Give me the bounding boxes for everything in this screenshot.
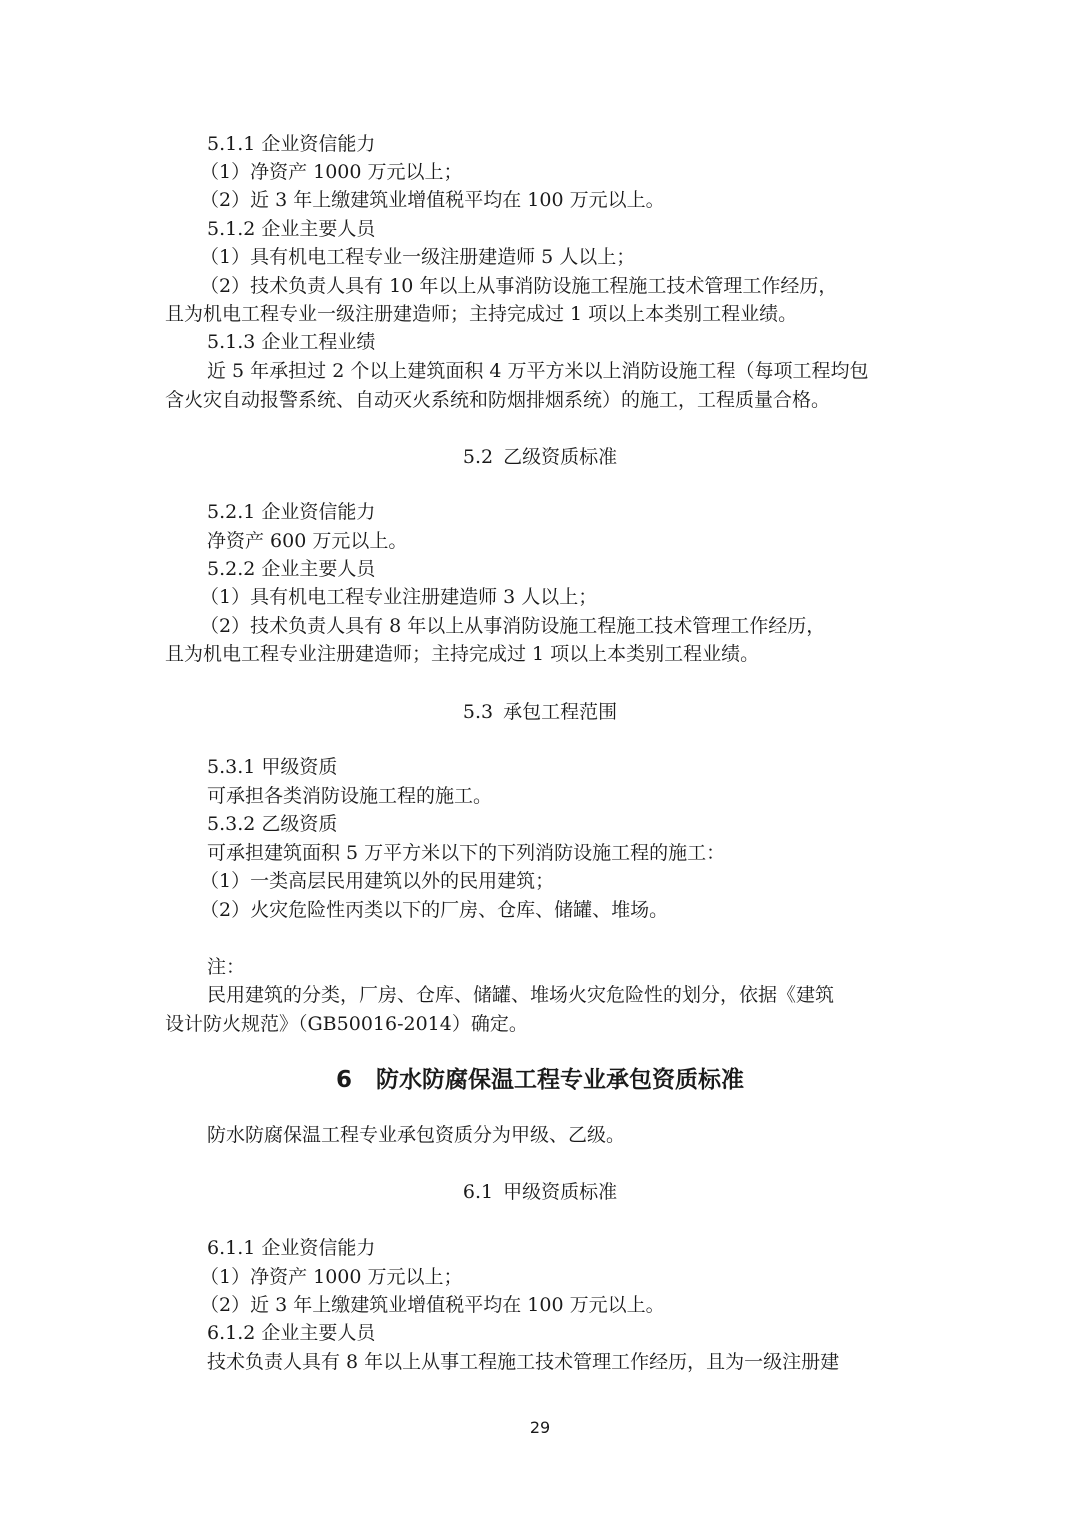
list-item: （2）火灾危险性丙类以下的厂房、仓库、储罐、堆场。 (200, 899, 669, 921)
section-heading (0, 445, 1080, 471)
chapter-heading (0, 1064, 1080, 1096)
section-title: 承包工程范围 (503, 701, 618, 723)
subsection-heading: 5.1.1 企业资信能力 (207, 133, 376, 155)
section-title: 乙级资质标准 (503, 446, 618, 468)
paragraph-line: 且为机电工程专业注册建造师；主持完成过 1 项以上本类别工程业绩。 (165, 643, 760, 665)
list-item: （2）技术负责人具有 8 年以上从事消防设施工程施工技术管理工作经历， (200, 615, 826, 637)
section-number: 6.1 (462, 1181, 494, 1203)
note-label: 注： (207, 956, 246, 978)
list-item: （2）技术负责人具有 10 年以上从事消防设施工程施工技术管理工作经历， (200, 275, 838, 297)
subsection-heading: 5.2.2 企业主要人员 (207, 558, 376, 580)
list-item: （2）近 3 年上缴建筑业增值税平均在 100 万元以上。 (200, 1294, 665, 1316)
subsection-heading: 6.1.2 企业主要人员 (207, 1322, 376, 1344)
paragraph-line: 净资产 600 万元以上。 (207, 530, 408, 552)
subsection-heading: 5.2.1 企业资信能力 (207, 501, 376, 523)
section-number: 5.2 (462, 446, 494, 468)
paragraph-line: 可承担建筑面积 5 万平方米以下的下列消防设施工程的施工： (207, 842, 726, 864)
page-number: 29 (529, 1418, 551, 1437)
section-title: 甲级资质标准 (503, 1181, 618, 1203)
subsection-heading: 5.1.3 企业工程业绩 (207, 331, 376, 353)
list-item: （1）一类高层民用建筑以外的民用建筑； (200, 870, 555, 892)
list-item: （2）近 3 年上缴建筑业增值税平均在 100 万元以上。 (200, 189, 665, 211)
subsection-heading: 6.1.1 企业资信能力 (207, 1237, 376, 1259)
list-item: （1）具有机电工程专业一级注册建造师 5 人以上； (200, 246, 636, 268)
note-line: 设计防火规范》（GB50016-2014）确定。 (165, 1013, 528, 1035)
list-item: （1）净资产 1000 万元以上； (200, 161, 463, 183)
chapter-title: 防水防腐保温工程专业承包资质标准 (376, 1067, 744, 1093)
paragraph-line: 技术负责人具有 8 年以上从事工程施工技术管理工作经历，且为一级注册建 (207, 1351, 840, 1373)
subsection-heading: 5.3.2 乙级资质 (207, 813, 338, 835)
paragraph-line: 防水防腐保温工程专业承包资质分为甲级、乙级。 (207, 1124, 626, 1146)
chapter-number: 6 (335, 1067, 352, 1093)
note-line: 民用建筑的分类，厂房、仓库、储罐、堆场火灾危险性的划分，依据《建筑 (207, 984, 835, 1006)
section-heading (0, 1180, 1080, 1206)
paragraph-line: 可承担各类消防设施工程的施工。 (207, 785, 493, 807)
section-number: 5.3 (462, 701, 494, 723)
subsection-heading: 5.3.1 甲级资质 (207, 756, 338, 778)
paragraph-line: 且为机电工程专业一级注册建造师；主持完成过 1 项以上本类别工程业绩。 (165, 303, 798, 325)
list-item: （1）具有机电工程专业注册建造师 3 人以上； (200, 586, 598, 608)
section-heading (0, 700, 1080, 726)
paragraph-line: 含火灾自动报警系统、自动灭火系统和防烟排烟系统）的施工，工程质量合格。 (165, 389, 831, 411)
list-item: （1）净资产 1000 万元以上； (200, 1266, 463, 1288)
paragraph-line: 近 5 年承担过 2 个以上建筑面积 4 万平方米以上消防设施工程（每项工程均包 (207, 360, 869, 382)
subsection-heading: 5.1.2 企业主要人员 (207, 218, 376, 240)
